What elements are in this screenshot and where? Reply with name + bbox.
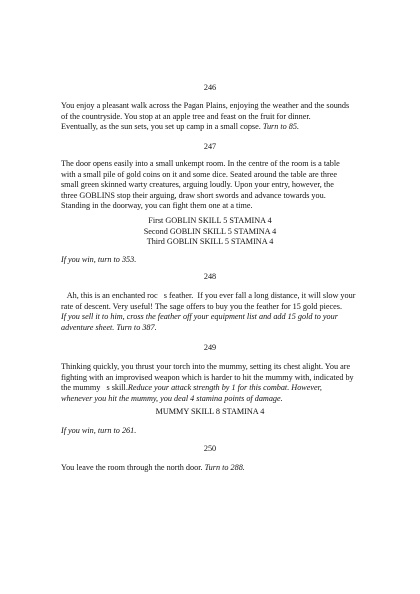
enemy-stats: Third GOBLIN SKILL 5 STAMINA 4 <box>146 237 274 246</box>
enemy-stats: First GOBLIN SKILL 5 STAMINA 4 <box>148 216 272 225</box>
section-246-text <box>61 101 371 133</box>
section-number-246: 246 <box>203 83 217 92</box>
mummy-stat-block <box>0 407 420 418</box>
section-249-text <box>61 362 371 404</box>
section-number-247: 247 <box>203 142 217 151</box>
text-line: If you sell it to him, cross the feather off your equipment list and add 15 gold to your <box>61 312 338 321</box>
text-line: three GOBLINS stop their arguing, draw short swords and advance towards you. <box>61 190 326 200</box>
text-line: fighting with an improvised weapon which is harder to hit the mummy with, indicated by <box>61 372 354 382</box>
text-fragment: Eventually, as the sun sets, you set up camp in a small copse. <box>61 122 261 131</box>
text-line: small green skinned warty creatures, arguing loudly. Upon your entry, however, the <box>61 180 334 189</box>
turn-to-288: Turn to 288. <box>204 463 245 472</box>
text-line: adventure sheet. Turn to 387. <box>61 322 157 332</box>
enemy-stats: Second GOBLIN SKILL 5 STAMINA 4 <box>143 226 277 236</box>
section-number-248: 248 <box>203 272 217 281</box>
text-fragment: the mummy s skill. <box>61 383 128 392</box>
text-fragment-italic: Reduce your attack strength by 1 for this combat. However, <box>127 383 322 392</box>
section-248-text <box>61 291 371 333</box>
section-250-text <box>61 463 371 474</box>
text-line: whenever you hit the mummy, you deal 4 stamina points of damage. <box>61 393 283 403</box>
enemy-stats: MUMMY SKILL 8 STAMINA 4 <box>155 407 265 416</box>
text-line <box>61 383 371 394</box>
text-line: with a small pile of gold coins on it and some dice. Seated around the table are three <box>61 169 338 179</box>
text-line: of the countryside. You stop at an apple tree and feast on the fruit for dinner. <box>61 111 311 121</box>
section-247-text <box>61 159 371 212</box>
win-turn-353: If you win, turn to 353. <box>61 255 137 264</box>
text-line <box>61 122 371 133</box>
section-number-250: 250 <box>203 444 217 453</box>
text-line: rate of descent. Very useful! The sage offers to buy you the feather for 15 gold pieces. <box>61 301 343 311</box>
turn-to-85: Turn to 85. <box>262 122 300 131</box>
text-fragment: You leave the room through the north door. <box>61 463 203 472</box>
text-line: Thinking quickly, you thrust your torch into the mummy, setting its chest alight. You are <box>61 362 351 371</box>
text-line: The door opens easily into a small unkempt room. In the centre of the room is a table <box>61 159 340 168</box>
text-line: Ah, this is an enchanted roc s feather. If you ever fall a long distance, it will slow your <box>61 291 356 300</box>
win-turn-261: If you win, turn to 261. <box>61 426 137 435</box>
goblin-stat-block <box>0 216 420 248</box>
text-line <box>61 463 371 474</box>
text-line: You enjoy a pleasant walk across the Pagan Plains, enjoying the weather and the sounds <box>61 101 350 110</box>
text-line: Standing in the doorway, you can fight them one at a time. <box>61 201 253 210</box>
section-number-249: 249 <box>203 343 217 352</box>
